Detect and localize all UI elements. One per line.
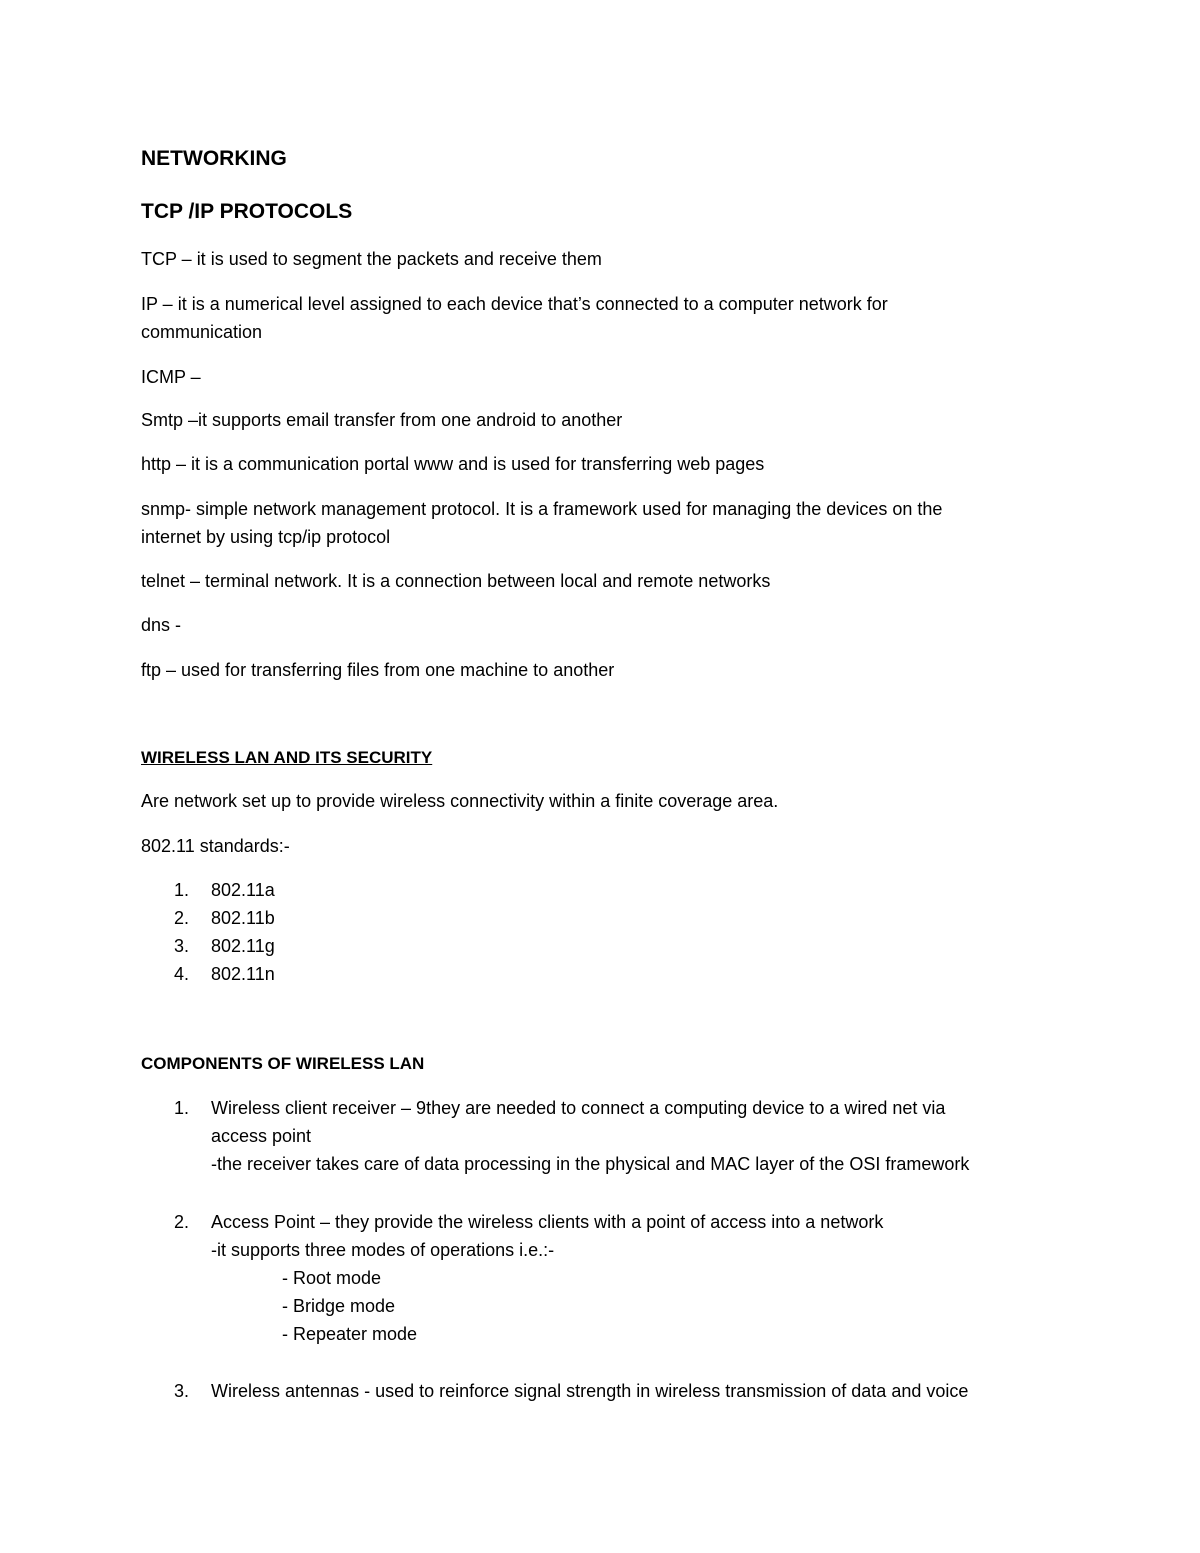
list-number: 2. <box>174 1212 190 1232</box>
list-text: 802.11g <box>211 936 275 956</box>
paragraph-ip-line2: communication <box>141 322 263 342</box>
list-number: 3. <box>174 1381 190 1401</box>
list-number: 4. <box>174 964 190 984</box>
list-text: 802.11a <box>211 880 275 900</box>
list-text: Wireless antennas - used to reinforce signal strength in wireless transmission of data and voice <box>211 1381 969 1401</box>
section-heading-tcp-ip: TCP /IP PROTOCOLS <box>141 200 353 223</box>
paragraph-ftp: ftp – used for transferring files from one machine to another <box>141 660 615 680</box>
document-title: NETWORKING <box>141 147 287 170</box>
list-number: 1. <box>174 1098 190 1118</box>
paragraph-snmp-line2: internet by using tcp/ip protocol <box>141 527 391 547</box>
paragraph-dns: dns - <box>141 615 182 635</box>
list-number: 1. <box>174 880 190 900</box>
section-heading-components: COMPONENTS OF WIRELESS LAN <box>141 1054 425 1073</box>
mode-item: - Root mode <box>282 1268 382 1288</box>
list-text: access point <box>211 1126 312 1146</box>
paragraph-wireless-intro: Are network set up to provide wireless connectivity within a finite coverage area. <box>141 791 779 811</box>
paragraph-smtp: Smtp –it supports email transfer from one android to another <box>141 410 623 430</box>
mode-item: - Repeater mode <box>282 1324 418 1344</box>
paragraph-snmp-line1: snmp- simple network management protocol. It is a framework used for managing the devices on the <box>141 499 943 519</box>
section-heading-wireless-lan: WIRELESS LAN AND ITS SECURITY <box>141 748 433 767</box>
paragraph-http: http – it is a communication portal www and is used for transferring web pages <box>141 454 765 474</box>
list-text: -the receiver takes care of data processing in the physical and MAC layer of the OSI framework <box>211 1154 970 1174</box>
paragraph-tcp: TCP – it is used to segment the packets and receive them <box>141 249 602 269</box>
list-text: Access Point – they provide the wireless clients with a point of access into a network <box>211 1212 884 1232</box>
paragraph-telnet: telnet – terminal network. It is a connection between local and remote networks <box>141 571 771 591</box>
paragraph-ip-line1: IP – it is a numerical level assigned to each device that’s connected to a computer network for <box>141 294 888 314</box>
list-text: -it supports three modes of operations i.e.:- <box>211 1240 555 1260</box>
list-number: 3. <box>174 936 190 956</box>
list-text: Wireless client receiver – 9they are needed to connect a computing device to a wired net via <box>211 1098 946 1118</box>
paragraph-icmp: ICMP – <box>141 367 201 387</box>
list-text: 802.11n <box>211 964 275 984</box>
list-number: 2. <box>174 908 190 928</box>
standards-label: 802.11 standards:- <box>141 836 290 856</box>
mode-item: - Bridge mode <box>282 1296 396 1316</box>
list-text: 802.11b <box>211 908 275 928</box>
